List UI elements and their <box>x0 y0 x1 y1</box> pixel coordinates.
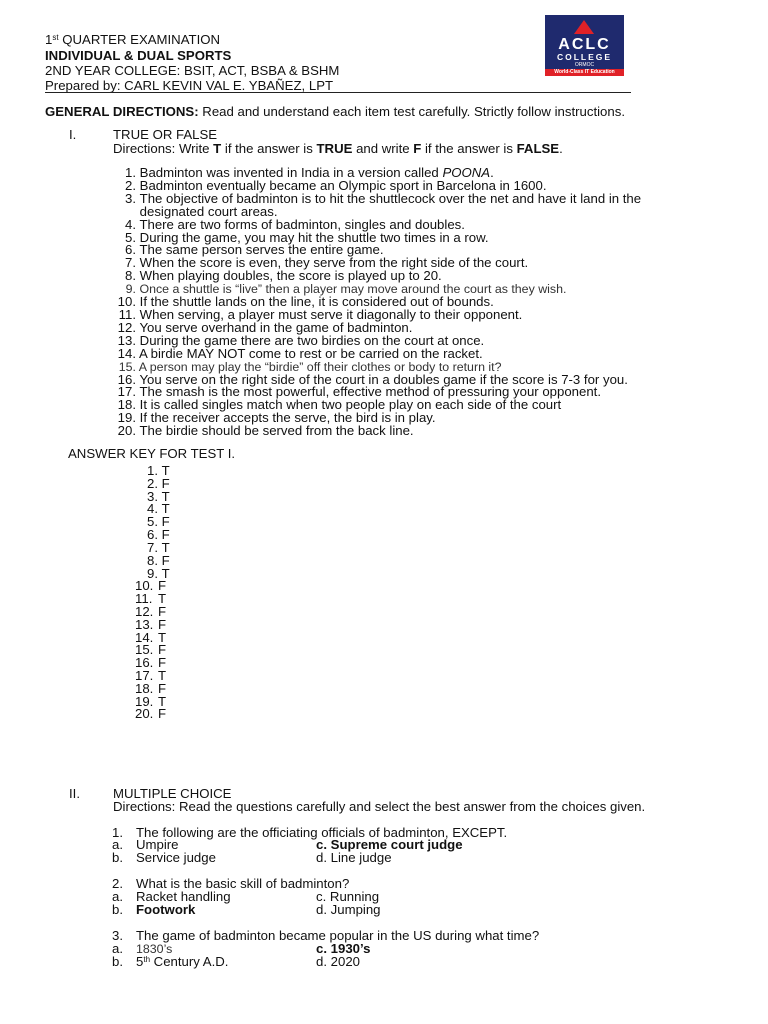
list-item: 18. It is called singles match when two people play on each side of the court <box>117 397 562 413</box>
prepared-by: Prepared by: CARL KEVIN VAL E. YBAÑEZ, LPT <box>45 78 334 93</box>
mc-option-b: b. Footwork <box>112 902 196 917</box>
list-item: 19. If the receiver accepts the serve, the bird is in play. <box>117 410 436 426</box>
test1-numeral: I. <box>69 127 77 142</box>
list-item: 15. F <box>135 642 167 658</box>
test2-directions: Directions: Read the questions carefully and select the best answer from the choices given. <box>113 799 646 814</box>
mc-option-a: a. 1830’s <box>112 941 173 956</box>
mc-question: 2. What is the basic skill of badminton? <box>112 876 350 891</box>
list-item: 18. F <box>135 680 167 696</box>
test2-title: MULTIPLE CHOICE <box>113 786 232 801</box>
list-item: 17. The smash is the most powerful, effective method of pressuring your opponent. <box>117 384 601 400</box>
list-item: 11. T <box>135 591 167 607</box>
logo-tagline: World-Class IT Education <box>545 69 624 76</box>
list-item: 16. F <box>135 655 167 671</box>
list-item: 16. You serve on the right side of the court in a doubles game if the score is 7-3 for you. <box>117 371 628 387</box>
list-item: 20. The birdie should be served from the back line. <box>117 423 414 439</box>
list-item: 1. T <box>147 463 170 478</box>
list-item: 8. F <box>147 552 170 568</box>
header-divider <box>45 92 631 93</box>
mc-question: 3. The game of badminton became popular in the US during what time? <box>112 928 540 943</box>
list-item: 7. When the score is even, they serve from the right side of the court. <box>125 255 529 271</box>
list-item: 14. T <box>135 629 167 645</box>
list-item: 7. T <box>147 539 170 555</box>
list-item: 4. There are two forms of badminton, singles and doubles. <box>125 216 465 232</box>
list-item: 2. Badminton eventually became an Olympic sport in Barcelona in 1600. <box>125 177 547 193</box>
true-false-list <box>112 167 672 438</box>
list-item: 14. A birdie MAY NOT come to rest or be carried on the racket. <box>117 345 483 361</box>
list-item: 1. Badminton was invented in India in a version called POONA. <box>125 165 494 180</box>
mc-option-c: c. Running <box>316 889 380 904</box>
test1-title: TRUE OR FALSE <box>113 127 218 142</box>
answer-key-list <box>135 465 170 721</box>
aclc-logo <box>545 15 624 76</box>
list-item: 5. F <box>147 514 170 530</box>
mc-option-c: c. Supreme court judge <box>316 837 463 852</box>
mc-option-b: b. Service judge <box>112 850 216 865</box>
logo-triangle-icon <box>574 20 594 34</box>
logo-city: ORMOC <box>574 62 595 68</box>
list-item: 3. T <box>147 488 170 504</box>
list-item: 17. T <box>135 668 167 683</box>
list-item: 19. T <box>135 693 167 709</box>
list-item: 13. During the game there are two birdies on the court at once. <box>117 332 485 348</box>
list-item: 9. T <box>147 565 170 581</box>
list-item: 9. Once a shuttle is “live” then a player may move around the court as they wish. <box>125 282 567 297</box>
mc-option-d: d. Line judge <box>316 850 392 865</box>
logo-name: ACLC <box>558 36 611 53</box>
list-item: 10. F <box>135 578 167 594</box>
mc-option-d: d. Jumping <box>316 902 381 917</box>
subject-title: INDIVIDUAL & DUAL SPORTS <box>45 47 232 63</box>
test2-numeral: II. <box>69 786 80 801</box>
test1-directions: Directions: Write T if the answer is TRUE and write F if the answer is FALSE. <box>113 141 563 156</box>
mc-option-a: a. Umpire <box>112 837 179 852</box>
list-item: 5. During the game, you may hit the shuttle two times in a row. <box>125 229 489 245</box>
list-item: 6. F <box>147 527 170 543</box>
list-item: 6. The same person serves the entire game. <box>125 242 384 258</box>
list-item: 3. The objective of badminton is to hit the shuttlecock over the net and have it land in the designated court areas. <box>125 190 642 219</box>
mc-option-a: a. Racket handling <box>112 889 231 904</box>
answer-key-title: ANSWER KEY FOR TEST I. <box>68 446 236 461</box>
list-item: 10. If the shuttle lands on the line, it is considered out of bounds. <box>117 294 494 310</box>
list-item: 8. When playing doubles, the score is played up to 20. <box>125 268 442 284</box>
courses-line: 2ND YEAR COLLEGE: BSIT, ACT, BSBA & BSHM <box>45 63 340 78</box>
list-item: 12. You serve overhand in the game of badminton. <box>117 319 413 335</box>
mc-option-d: d. 2020 <box>316 954 360 969</box>
list-item: 20. F <box>135 706 167 722</box>
list-item: 11. When serving, a player must serve it diagonally to their opponent. <box>118 306 523 322</box>
list-item: 2. F <box>147 475 170 491</box>
list-item: 15. A person may play the “birdie” off their clothes or body to return it? <box>118 359 502 374</box>
list-item: 13. F <box>135 616 167 632</box>
general-directions: GENERAL DIRECTIONS: Read and understand each item test carefully. Strictly follow instructions. <box>45 104 625 119</box>
mc-option-b: b. 5th Century A.D. <box>112 954 229 969</box>
list-item: 4. T <box>147 501 170 517</box>
mc-question: 1. The following are the officiating officials of badminton, EXCEPT. <box>112 825 508 840</box>
mc-option-c: c. 1930’s <box>316 941 371 956</box>
exam-title: 1st QUARTER EXAMINATION <box>45 32 221 47</box>
list-item: 12. F <box>135 603 167 619</box>
logo-college: COLLEGE <box>556 52 613 62</box>
